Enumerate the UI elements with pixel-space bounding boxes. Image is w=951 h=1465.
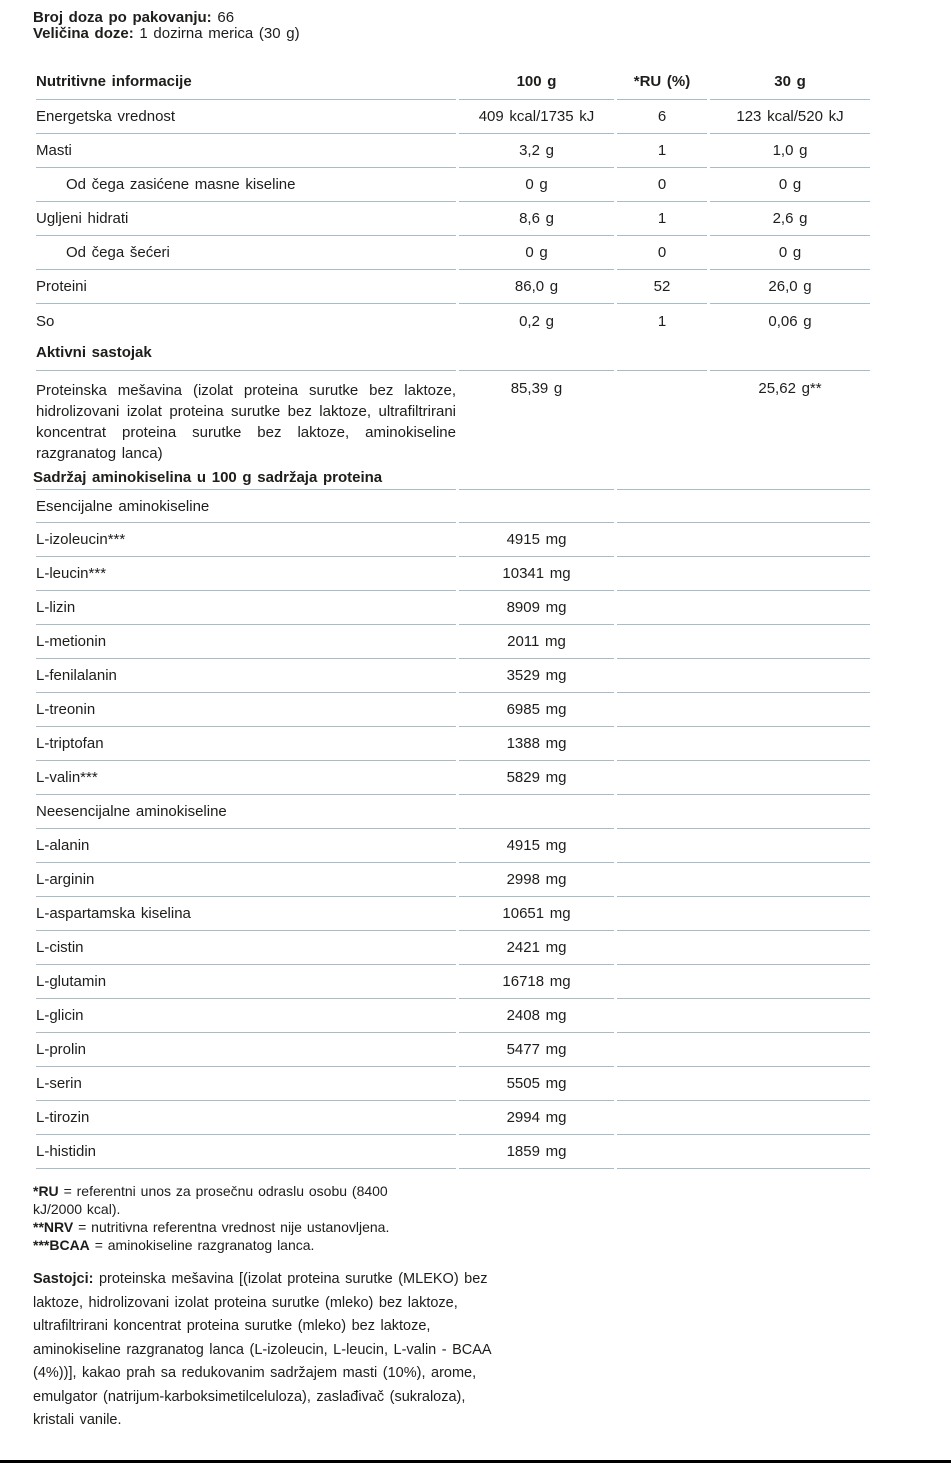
amino-value: 2011 mg bbox=[459, 625, 614, 659]
footnote-text: = aminokiseline razgranatog lanca. bbox=[94, 1237, 315, 1253]
amino-row bbox=[36, 829, 870, 863]
empty-cell bbox=[459, 489, 614, 523]
value-30g: 0,06 g bbox=[768, 312, 812, 330]
ingredients-text: proteinska mešavina [(izolat proteina surutke (MLEKO) bez laktoze, hidrolizovani izolat proteina surutke (mleko) bez laktoze, ultrafiltrirani koncentrat proteina surutke (mleko) bez laktoze, aminokiseline razgranatog lanca (L-izoleucin, L-leucin, L-valin - BCAA (4%))], kakao prah sa redukovanim sadržajem masti (10%), arome, emulgator (natrijum-karboksimetilceluloza), zaslađivač (sukraloza), kristali vanile. bbox=[33, 1271, 491, 1428]
amino-name: L-valin*** bbox=[36, 761, 456, 795]
value-30g: 1,0 g bbox=[710, 134, 870, 168]
nutrient-label: Masti bbox=[36, 134, 456, 168]
empty-cell bbox=[617, 693, 870, 727]
footnote-term: *RU bbox=[33, 1183, 59, 1199]
value-ru-percent: 0 bbox=[617, 236, 707, 270]
footnote-term: ***BCAA bbox=[33, 1237, 90, 1253]
value-ru-percent: 0 bbox=[617, 168, 707, 202]
servings-per-pack bbox=[33, 10, 951, 26]
amino-value: 8909 mg bbox=[459, 591, 614, 625]
amino-row bbox=[36, 761, 870, 795]
active-ingredient-description: Proteinska mešavina (izolat proteina surutke bez laktoze, hidrolizovani izolat proteina surutke bez laktoze, ultrafiltrirani koncentrat proteina surutke bez laktoze, aminokiseline razgranatog lanca) bbox=[36, 382, 456, 462]
empty-cell bbox=[617, 965, 870, 999]
amino-name: L-serin bbox=[36, 1067, 456, 1101]
amino-value: 2408 mg bbox=[459, 999, 614, 1033]
empty-cell bbox=[617, 625, 870, 659]
serving-size bbox=[33, 26, 951, 42]
footnote-term: **NRV bbox=[33, 1219, 74, 1235]
amino-name: L-arginin bbox=[36, 863, 456, 897]
amino-name: L-treonin bbox=[36, 693, 456, 727]
value-100g: 3,2 g bbox=[459, 134, 614, 168]
footnote bbox=[33, 1236, 433, 1254]
amino-row bbox=[36, 1135, 870, 1169]
value-30g: 0 g bbox=[710, 236, 870, 270]
amino-group-name: Esencijalne aminokiseline bbox=[36, 489, 456, 523]
amino-value: 1388 mg bbox=[459, 727, 614, 761]
amino-row bbox=[36, 523, 870, 557]
servings-per-pack-label: Broj doza po pakovanju: bbox=[33, 9, 212, 26]
amino-row bbox=[36, 659, 870, 693]
nutrition-row bbox=[36, 100, 870, 134]
serving-info bbox=[33, 10, 951, 41]
amino-row bbox=[36, 1033, 870, 1067]
amino-value: 4915 mg bbox=[459, 523, 614, 557]
amino-value: 6985 mg bbox=[459, 693, 614, 727]
nutrition-table-header-row bbox=[36, 56, 870, 100]
amino-name: L-aspartamska kiselina bbox=[36, 897, 456, 931]
amino-name: L-izoleucin*** bbox=[36, 523, 456, 557]
amino-value: 2998 mg bbox=[459, 863, 614, 897]
amino-name: L-prolin bbox=[36, 1033, 456, 1067]
amino-value: 10341 mg bbox=[459, 557, 614, 591]
amino-row bbox=[36, 625, 870, 659]
value-30g: 26,0 g bbox=[710, 270, 870, 304]
active-ingredient-section bbox=[33, 338, 873, 464]
empty-cell bbox=[617, 523, 870, 557]
amino-name: L-cistin bbox=[36, 931, 456, 965]
column-header-ru-percent: *RU (%) bbox=[617, 56, 707, 100]
amino-acids-table bbox=[33, 489, 873, 1169]
amino-name: L-metionin bbox=[36, 625, 456, 659]
nutrition-row bbox=[36, 202, 870, 236]
value-30g: 2,6 g bbox=[710, 202, 870, 236]
empty-cell bbox=[617, 557, 870, 591]
nutrition-table-title: Nutritivne informacije bbox=[36, 56, 456, 100]
value-30g: 123 kcal/520 kJ bbox=[710, 100, 870, 134]
value-ru-percent: 1 bbox=[657, 312, 667, 330]
amino-name: L-histidin bbox=[36, 1135, 456, 1169]
value-30g: 0 g bbox=[710, 168, 870, 202]
empty-cell bbox=[617, 795, 870, 829]
empty-cell bbox=[617, 829, 870, 863]
empty-cell bbox=[617, 1135, 870, 1169]
empty-cell bbox=[617, 761, 870, 795]
empty-cell bbox=[617, 371, 707, 464]
amino-value: 5829 mg bbox=[459, 761, 614, 795]
amino-row bbox=[36, 931, 870, 965]
nutrition-row bbox=[36, 236, 870, 270]
footnote-text: = referentni unos za prosečnu odraslu osobu (8400 kJ/2000 kcal). bbox=[33, 1183, 388, 1217]
active-ingredient-title: Aktivni sastojak bbox=[36, 338, 456, 371]
amino-name: L-glutamin bbox=[36, 965, 456, 999]
amino-name: L-glicin bbox=[36, 999, 456, 1033]
footnotes bbox=[33, 1182, 433, 1254]
amino-group-header-row bbox=[36, 795, 870, 829]
footnote-text: = nutritivna referentna vrednost nije ustanovljena. bbox=[78, 1219, 390, 1235]
amino-value: 4915 mg bbox=[459, 829, 614, 863]
amino-row bbox=[36, 965, 870, 999]
amino-row bbox=[36, 693, 870, 727]
empty-cell bbox=[617, 489, 870, 523]
empty-cell bbox=[617, 863, 870, 897]
amino-group-name: Neesencijalne aminokiseline bbox=[36, 795, 456, 829]
active-ingredient-value-100g: 85,39 g bbox=[510, 380, 563, 397]
amino-name: L-leucin*** bbox=[36, 557, 456, 591]
amino-group-header-row bbox=[36, 489, 870, 523]
amino-row bbox=[36, 727, 870, 761]
amino-value: 5505 mg bbox=[459, 1067, 614, 1101]
ingredients-label: Sastojci: bbox=[33, 1271, 94, 1287]
empty-cell bbox=[617, 999, 870, 1033]
empty-cell bbox=[617, 659, 870, 693]
amino-name: L-triptofan bbox=[36, 727, 456, 761]
amino-value: 10651 mg bbox=[459, 897, 614, 931]
nutrient-label: Energetska vrednost bbox=[36, 100, 456, 134]
empty-cell bbox=[617, 1067, 870, 1101]
empty-cell bbox=[617, 338, 707, 371]
value-ru-percent: 1 bbox=[617, 134, 707, 168]
amino-value: 2421 mg bbox=[459, 931, 614, 965]
amino-row bbox=[36, 1067, 870, 1101]
amino-name: L-lizin bbox=[36, 591, 456, 625]
amino-value: 16718 mg bbox=[459, 965, 614, 999]
bottom-border-line bbox=[0, 1460, 951, 1463]
amino-row bbox=[36, 1101, 870, 1135]
nutrition-row bbox=[36, 168, 870, 202]
amino-row bbox=[36, 897, 870, 931]
footnote bbox=[33, 1182, 433, 1218]
serving-size-value: 1 dozirna merica (30 g) bbox=[139, 24, 300, 42]
amino-row bbox=[36, 557, 870, 591]
amino-value: 1859 mg bbox=[459, 1135, 614, 1169]
empty-cell bbox=[617, 931, 870, 965]
amino-row bbox=[36, 999, 870, 1033]
nutrient-label: Od čega šećeri bbox=[36, 236, 456, 270]
empty-cell bbox=[459, 795, 614, 829]
value-ru-percent: 52 bbox=[617, 270, 707, 304]
value-100g: 0,2 g bbox=[519, 312, 554, 330]
amino-value: 2994 mg bbox=[459, 1101, 614, 1135]
value-100g: 86,0 g bbox=[459, 270, 614, 304]
active-ingredient-title-row bbox=[36, 338, 870, 371]
nutrition-row bbox=[36, 134, 870, 168]
nutrient-label: Od čega zasićene masne kiseline bbox=[36, 168, 456, 202]
amino-name: L-alanin bbox=[36, 829, 456, 863]
ingredients-paragraph bbox=[33, 1268, 511, 1433]
value-ru-percent: 1 bbox=[617, 202, 707, 236]
nutrition-table bbox=[33, 56, 873, 338]
servings-per-pack-value: 66 bbox=[217, 9, 235, 26]
amino-value: 5477 mg bbox=[459, 1033, 614, 1067]
nutrition-row bbox=[36, 270, 870, 304]
amino-acids-title: Sadržaj aminokiselina u 100 g sadržaja proteina bbox=[33, 469, 383, 486]
amino-row bbox=[36, 591, 870, 625]
value-ru-percent: 6 bbox=[617, 100, 707, 134]
empty-cell bbox=[617, 897, 870, 931]
footnote bbox=[33, 1218, 433, 1236]
nutrient-label: Ugljeni hidrati bbox=[36, 202, 456, 236]
empty-cell bbox=[617, 1101, 870, 1135]
nutrient-label: So bbox=[36, 312, 55, 330]
column-header-30g: 30 g bbox=[710, 56, 870, 100]
active-ingredient-value-30g: 25,62 g** bbox=[758, 380, 822, 397]
empty-cell bbox=[617, 727, 870, 761]
empty-cell bbox=[710, 338, 870, 371]
amino-value: 3529 mg bbox=[459, 659, 614, 693]
value-100g: 409 kcal/1735 kJ bbox=[459, 100, 614, 134]
value-100g: 0 g bbox=[459, 236, 614, 270]
empty-cell bbox=[459, 338, 614, 371]
amino-row bbox=[36, 863, 870, 897]
active-ingredient-row bbox=[36, 371, 870, 464]
serving-size-label: Veličina doze: bbox=[33, 24, 134, 42]
value-100g: 8,6 g bbox=[459, 202, 614, 236]
value-100g: 0 g bbox=[459, 168, 614, 202]
empty-cell bbox=[617, 1033, 870, 1067]
amino-name: L-tirozin bbox=[36, 1101, 456, 1135]
column-header-100g: 100 g bbox=[459, 56, 614, 100]
nutrient-label: Proteini bbox=[36, 270, 456, 304]
nutrition-row bbox=[36, 304, 870, 338]
empty-cell bbox=[617, 591, 870, 625]
amino-name: L-fenilalanin bbox=[36, 659, 456, 693]
